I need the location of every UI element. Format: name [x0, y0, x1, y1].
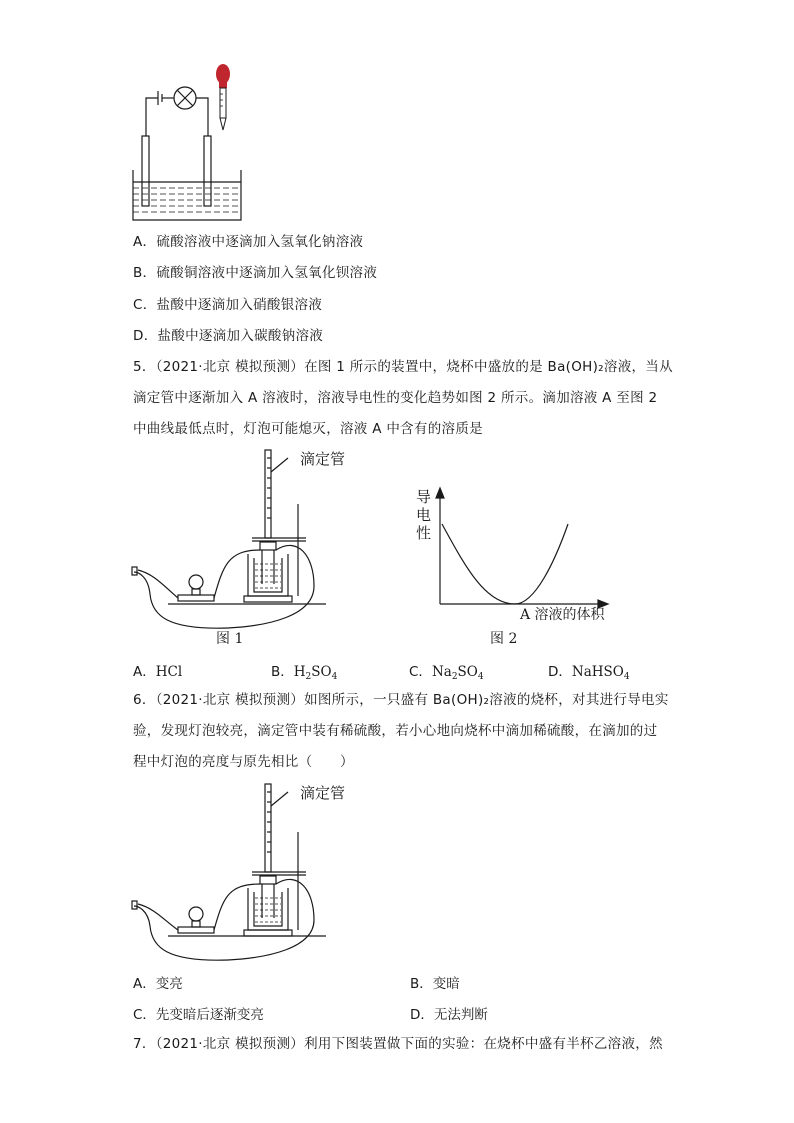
q7-stem-line-1: 7．（2021·北京 模拟预测）利用下图装置做下面的实验：在烧杯中盛有半杯乙溶液，然: [133, 1036, 663, 1052]
q4-option-d: D．盐酸中逐滴加入碳酸钠溶液: [133, 328, 324, 344]
q5-stem-line-2: 滴定管中逐渐加入 A 溶液时，溶液导电性的变化趋势如图 2 所示。滴加溶液 A 至图 2: [133, 390, 658, 406]
q4-option-b: B．硫酸铜溶液中逐滴加入氢氧化钡溶液: [133, 265, 378, 281]
q5-option-a: A．HCl: [133, 664, 183, 680]
fig2-ylabel-3: 性: [416, 524, 432, 542]
q6-option-a: A．变亮: [133, 976, 183, 992]
q5-option-b: B．$H_2SO_4$: [271, 664, 338, 682]
fig2-xlabel: A 溶液的体积: [520, 607, 605, 623]
q6-burette-label: 滴定管: [300, 784, 346, 802]
fig2-ylabel-2: 电: [416, 506, 432, 524]
chart-y-axis-arrow: [436, 488, 444, 498]
conductivity-chart-figure-2: [410, 486, 610, 616]
q5-stem-line-1: 5．（2021·北京 模拟预测）在图 1 所示的装置中，烧杯中盛放的是 Ba(OH)₂溶液，当从: [133, 359, 673, 375]
q4-apparatus-figure: [128, 58, 248, 224]
fig2-caption: 图 2: [490, 631, 518, 647]
q6-stem-line-1: 6．（2021·北京 模拟预测）如图所示，一只盛有 Ba(OH)₂溶液的烧杯，对其进行导电实: [133, 692, 669, 708]
q5-option-c: C．$Na_2SO_4$: [409, 664, 484, 682]
q6-stem-line-2: 验，发现灯泡较亮，滴定管中装有稀硫酸，若小心地向烧杯中滴加稀硫酸，在滴加的过: [133, 723, 658, 739]
q6-option-b: B．变暗: [410, 976, 460, 992]
chart-series-line: [442, 524, 568, 604]
titration-apparatus-figure-1: [128, 446, 328, 632]
q6-option-d: D．无法判断: [410, 1007, 488, 1023]
q4-option-a: A．硫酸溶液中逐滴加入氢氧化钠溶液: [133, 234, 364, 250]
q5-option-d: D．NaHSO$_4$: [548, 664, 630, 682]
q5-stem-line-3: 中曲线最低点时，灯泡可能熄灭，溶液 A 中含有的溶质是: [133, 421, 483, 437]
fig1-burette-label: 滴定管: [300, 450, 346, 468]
titration-apparatus-figure-q6: [128, 780, 328, 966]
q4-option-c: C．盐酸中逐滴加入硝酸银溶液: [133, 297, 323, 313]
fig1-caption: 图 1: [216, 631, 244, 647]
dropper-icon: [216, 64, 230, 130]
fig2-ylabel-1: 导: [416, 488, 432, 506]
q6-option-c: C．先变暗后逐渐变亮: [133, 1007, 264, 1023]
q6-stem-line-3: 程中灯泡的亮度与原先相比（ ）: [133, 754, 354, 770]
